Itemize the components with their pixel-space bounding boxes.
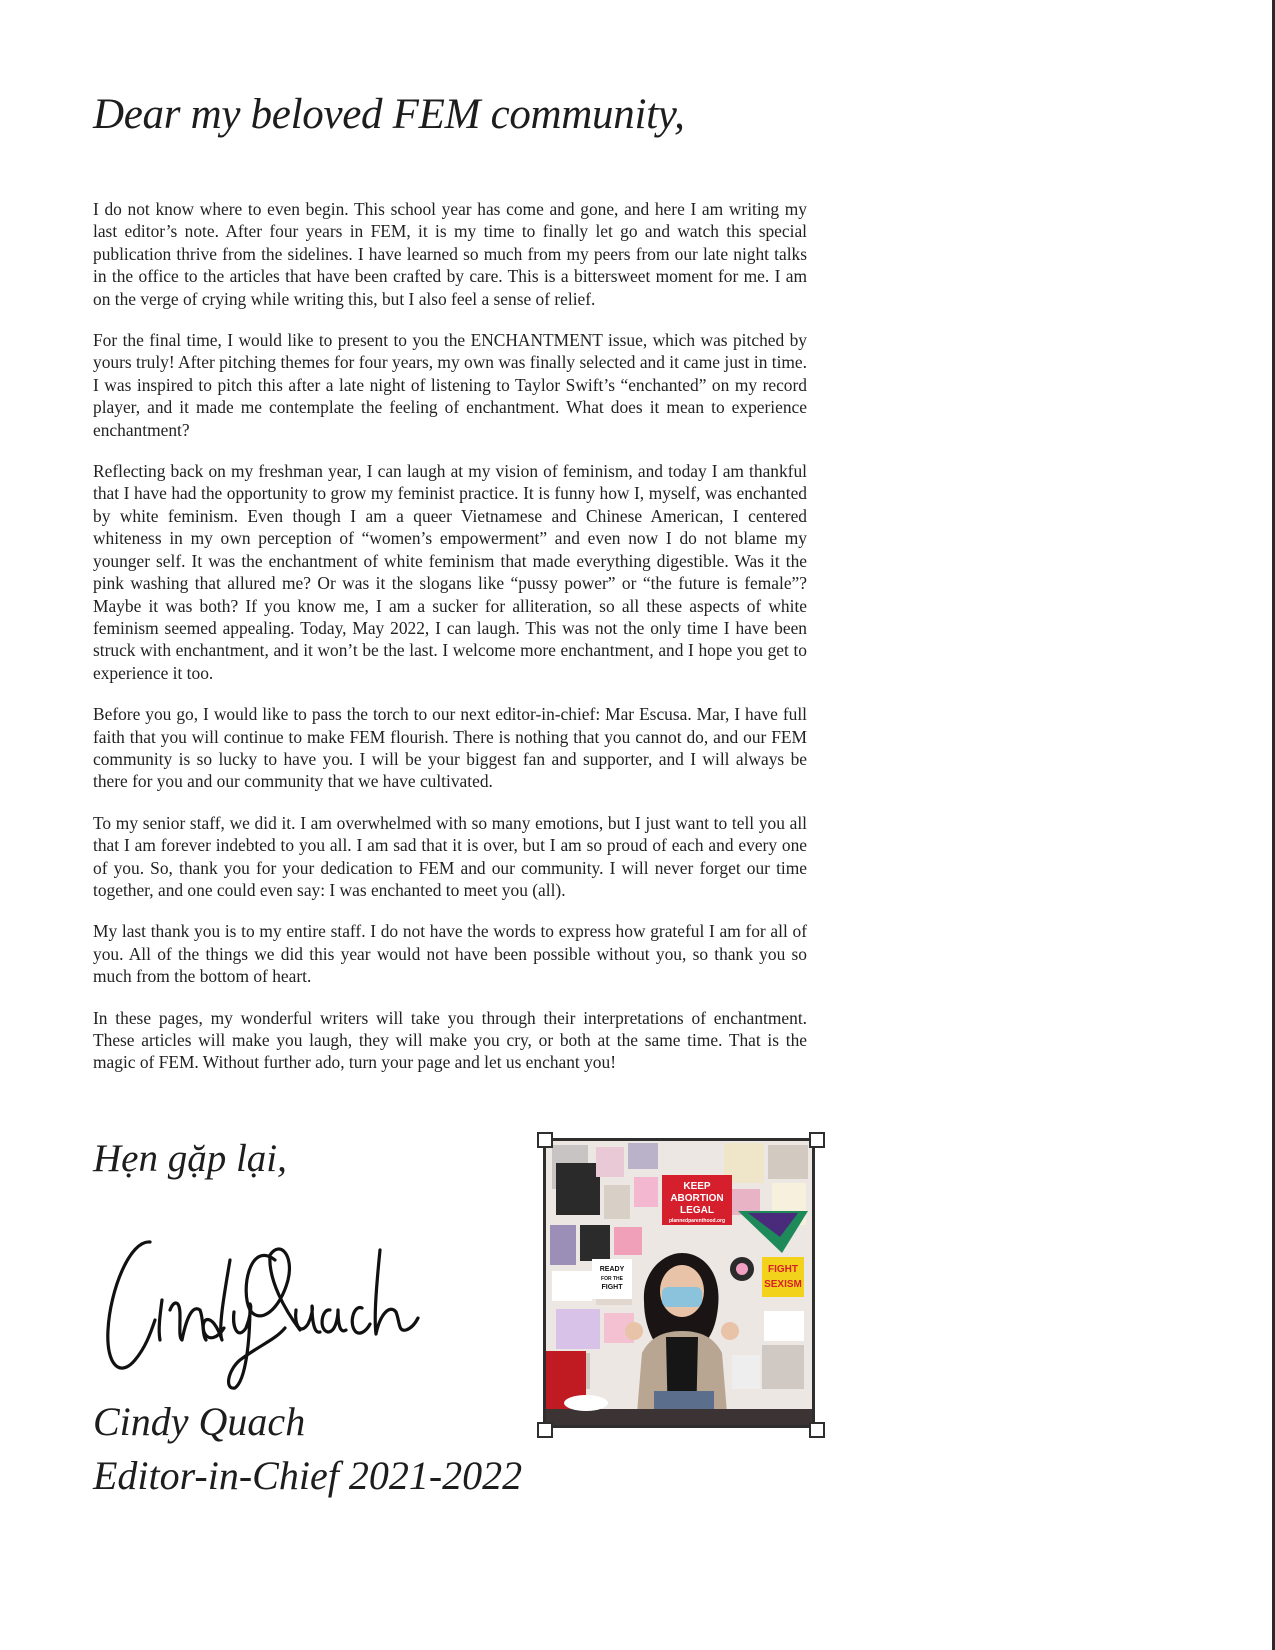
poster-abortion: ABORTION <box>670 1193 724 1204</box>
editor-photo <box>543 1138 815 1428</box>
poster-for-the: FOR THE <box>601 1276 623 1282</box>
frame-corner <box>537 1422 553 1438</box>
handwritten-signature <box>100 1200 420 1390</box>
paragraph: I do not know where to even begin. This school year has come and gone, and here I am writing my last editor’s note. After four years in FEM, it is my time to finally let go and watch this special publication thrive from the sidelines. I have learned so much from my peers from our late night talks in the office to the articles that have been crafted by care. This is a bittersweet moment for me. I am on the verge of crying while writing this, but I also feel a sense of relief. <box>93 199 807 309</box>
poster-fight-2: FIGHT <box>601 1284 623 1291</box>
paragraph: To my senior staff, we did it. I am overwhelmed with so many emotions, but I just want to tell you all that I am forever indebted to you all. I am sad that it is over, but I am so proud of each and every one of you. So, thank you for your dedication to FEM and our community. I will never forget our time together, and one could even say: I was enchanted to meet you (all). <box>93 812 807 900</box>
paragraph: Before you go, I would like to pass the torch to our next editor-in-chief: Mar Escusa. Mar, I have full faith that you will continue to make FEM flourish. There is nothing that you cannot do, and our FEM community is so lucky to have you. I will be your biggest fan and supporter, and I will always be there for you and our community that we have cultivated. <box>93 704 807 792</box>
frame-corner <box>809 1132 825 1148</box>
poster-fight: FIGHT <box>768 1264 798 1275</box>
closing: Hẹn gặp lại, <box>93 1137 287 1180</box>
salutation: Dear my beloved FEM community, <box>93 91 685 138</box>
frame-corner <box>809 1422 825 1438</box>
frame-corner <box>537 1132 553 1148</box>
poster-sexism: SEXISM <box>764 1279 802 1290</box>
signer-name: Cindy Quach <box>93 1399 306 1444</box>
poster-legal: LEGAL <box>680 1205 714 1216</box>
letter-body <box>93 198 807 1093</box>
poster-ready: READY <box>599 1266 625 1273</box>
paragraph: Reflecting back on my freshman year, I can laugh at my vision of feminism, and today I am thankful that I have had the opportunity to grow my feminist practice. It is funny how I, myself, was enchanted by white feminism. Even though I am a queer Vietnamese and Chinese American, I centered whiteness in my own perception of “women’s empowerment” and even now I do not blame my younger self. It was the enchantment of white feminism that made everything digestible. Was it the pink washing that allured me? Or was it the slogans like “pussy power” or “the future is female”? Maybe it was both? If you know me, I am a sucker for alliteration, so all these aspects of white feminism seemed appealing. Today, May 2022, I can laugh. This was not the only time I have been struck with enchantment, and it won’t be the last. I welcome more enchantment, and I hope you get to experience it too. <box>93 461 807 683</box>
photo-illustration <box>546 1141 812 1425</box>
paragraph: My last thank you is to my entire staff. I do not have the words to express how grateful I am for all of you. All of the things we did this year would not have been possible without you, so thank you so much from the bottom of heart. <box>93 921 807 987</box>
paragraph: For the final time, I would like to present to you the ENCHANTMENT issue, which was pitched by yours truly! After pitching themes for four years, my own was finally selected and it came just in time. I was inspired to pitch this after a late night of listening to Taylor Swift’s “enchanted” on my record player, and it made me contemplate the feeling of enchantment. What does it mean to experience enchantment? <box>93 330 807 440</box>
poster-url: plannedparenthood.org <box>668 1218 726 1224</box>
paragraph: In these pages, my wonderful writers will take you through their interpretations of enchantment. These articles will make you laugh, they will make you cry, or both at the same time. That is the magic of FEM. Without further ado, turn your page and let us enchant you! <box>93 1007 807 1073</box>
signer-title: Editor-in-Chief 2021-2022 <box>93 1453 523 1498</box>
poster-keep: KEEP <box>683 1181 711 1192</box>
